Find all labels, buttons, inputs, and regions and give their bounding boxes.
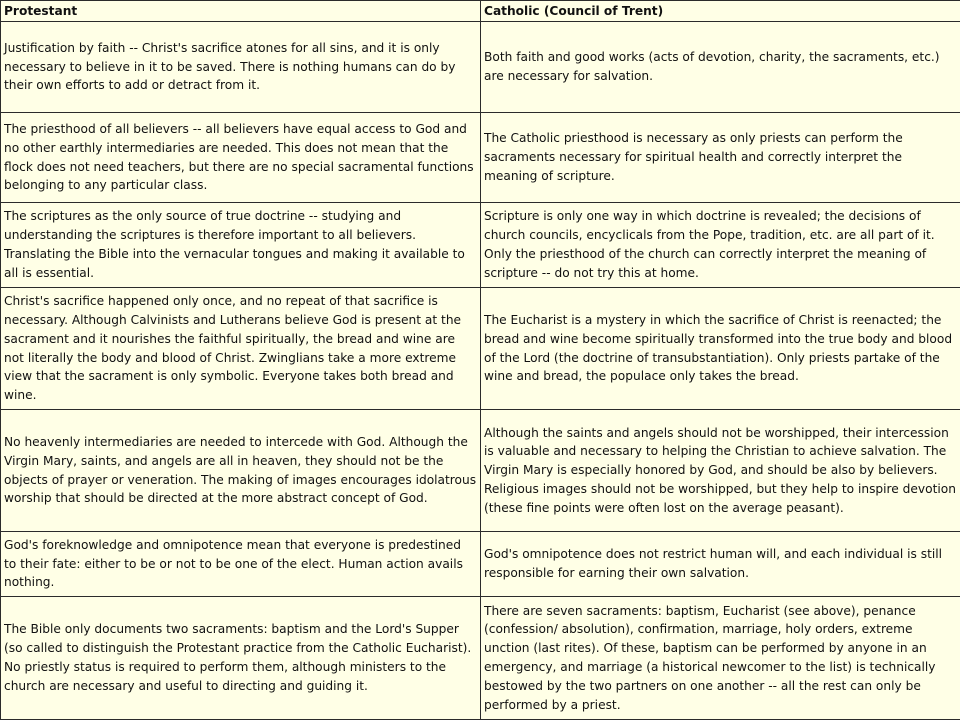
protestant-cell: The scriptures as the only source of true doctrine -- studying and understanding the scriptures is therefore important to all believers. Translating the Bible into the vernacular tongues and making it available to all is essential.: [1, 203, 481, 288]
catholic-cell: Scripture is only one way in which doctrine is revealed; the decisions of church councils, encyclicals from the Pope, tradition, etc. are all part of it. Only the priesthood of the church can correctly interpret the meaning of scripture -- do not try this at home.: [481, 203, 960, 288]
catholic-cell: The Catholic priesthood is necessary as only priests can perform the sacraments necessary for spiritual health and correctly interpret the meaning of scripture.: [481, 113, 960, 203]
protestant-cell: Christ's sacrifice happened only once, and no repeat of that sacrifice is necessary. Although Calvinists and Lutherans believe God is present at the sacrament and it nourishes the faithful spiritually, the bread and wine are not literally the body and blood of Christ. Zwinglians take a more extreme view that the sacrament is only symbolic. Everyone takes both bread and wine.: [1, 288, 481, 410]
table-row: [1, 410, 960, 532]
catholic-cell: God's omnipotence does not restrict human will, and each individual is still responsible for earning their own salvation.: [481, 532, 960, 597]
table-row: [1, 288, 960, 410]
catholic-cell: The Eucharist is a mystery in which the sacrifice of Christ is reenacted; the bread and wine become spiritually transformed into the true body and blood of the Lord (the doctrine of transubstantiation). Only priests partake of the wine and bread, the populace only takes the bread.: [481, 288, 960, 410]
table-row: [1, 597, 960, 720]
header-row: [1, 1, 960, 22]
header-catholic: Catholic (Council of Trent): [481, 1, 960, 22]
header-protestant: Protestant: [1, 1, 481, 22]
table-row: [1, 22, 960, 113]
table-row: [1, 532, 960, 597]
protestant-cell: No heavenly intermediaries are needed to intercede with God. Although the Virgin Mary, saints, and angels are all in heaven, they should not be the objects of prayer or veneration. The making of images encourages idolatrous worship that should be directed at the more abstract concept of God.: [1, 410, 481, 532]
catholic-cell: There are seven sacraments: baptism, Eucharist (see above), penance (confession/ absolution), confirmation, marriage, holy orders, extreme unction (last rites). Of these, baptism can be performed by anyone in an emergency, and marriage (a historical newcomer to the list) is technically bestowed by the two partners on one another -- all the rest can only be performed by a priest.: [481, 597, 960, 720]
table-row: [1, 203, 960, 288]
table-row: [1, 113, 960, 203]
catholic-cell: Both faith and good works (acts of devotion, charity, the sacraments, etc.) are necessary for salvation.: [481, 22, 960, 113]
protestant-cell: The Bible only documents two sacraments: baptism and the Lord's Supper (so called to distinguish the Protestant practice from the Catholic Eucharist). No priestly status is required to perform them, although ministers to the church are necessary and useful to directing and guiding it.: [1, 597, 481, 720]
catholic-cell: Although the saints and angels should not be worshipped, their intercession is valuable and necessary to helping the Christian to achieve salvation. The Virgin Mary is especially honored by God, and should be also by believers. Religious images should not be worshipped, but they help to inspire devotion (these fine points were often lost on the average peasant).: [481, 410, 960, 532]
protestant-cell: The priesthood of all believers -- all believers have equal access to God and no other earthly intermediaries are needed. This does not mean that the flock does not need teachers, but there are no special sacramental functions belonging to any particular class.: [1, 113, 481, 203]
protestant-cell: Justification by faith -- Christ's sacrifice atones for all sins, and it is only necessary to believe in it to be saved. There is nothing humans can do by their own efforts to add or detract from it.: [1, 22, 481, 113]
protestant-cell: God's foreknowledge and omnipotence mean that everyone is predestined to their fate: either to be or not to be one of the elect. Human action avails nothing.: [1, 532, 481, 597]
